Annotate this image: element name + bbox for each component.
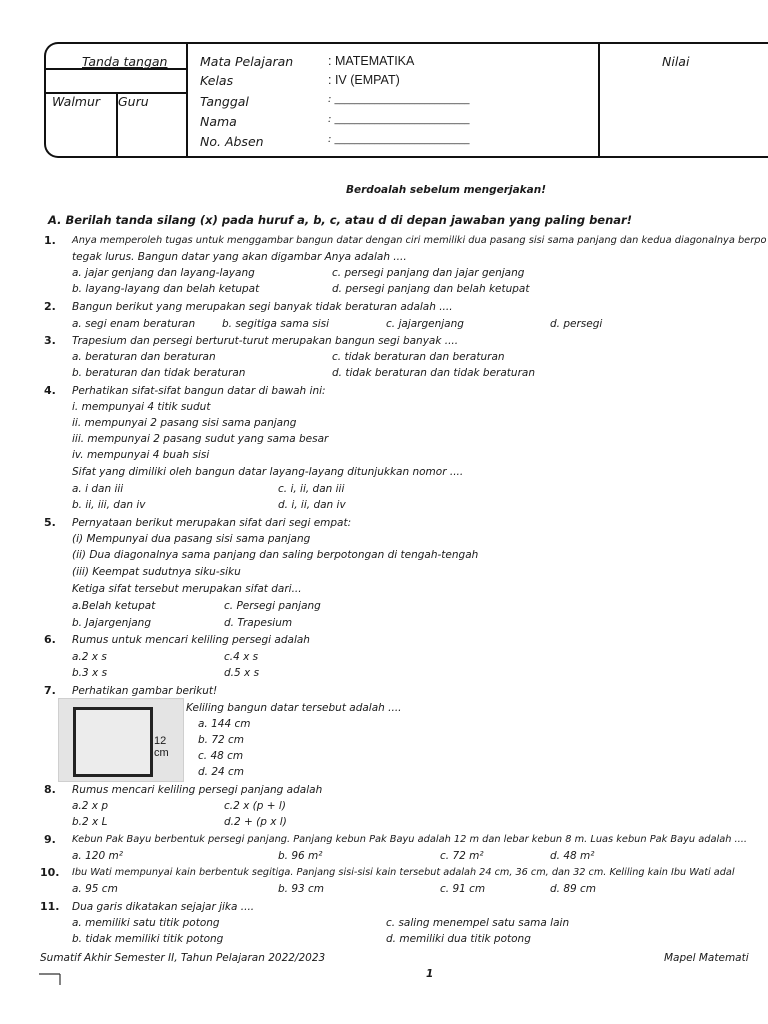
question-number: 5. xyxy=(44,516,56,529)
option-b[interactable]: b. layang-layang dan belah ketupat xyxy=(72,283,260,295)
option-b[interactable]: b. tidak memiliki titik potong xyxy=(72,933,224,945)
option-c[interactable]: c. i, ii, dan iii xyxy=(278,483,345,495)
option-b[interactable]: b.3 x s xyxy=(72,667,108,679)
option-d[interactable]: d. Trapesium xyxy=(224,617,293,629)
statement-i: (i) Mempunyai dua pasang sisi sama panjang xyxy=(72,533,311,545)
name-label: Nama xyxy=(200,114,237,129)
option-b[interactable]: b. 96 m² xyxy=(278,850,323,862)
date-label: Tanggal xyxy=(200,94,249,109)
option-a[interactable]: a.2 x s xyxy=(72,651,107,663)
question-number: 9. xyxy=(44,833,56,846)
question-number: 4. xyxy=(44,384,56,397)
option-c[interactable]: c. saling menempel satu sama lain xyxy=(386,917,570,929)
square-shape xyxy=(73,707,153,777)
absen-label: No. Absen xyxy=(200,134,264,149)
footer-subject: Mapel Matemati xyxy=(664,952,749,964)
statement-ii: ii. mempunyai 2 pasang sisi sama panjang xyxy=(72,417,297,429)
question-number: 2. xyxy=(44,300,56,313)
option-d[interactable]: d. persegi xyxy=(550,318,603,330)
option-d[interactable]: d.2 + (p x l) xyxy=(224,816,287,828)
question-text: Rumus mencari keliling persegi panjang adalah xyxy=(72,784,323,796)
corner-mark-icon xyxy=(38,972,62,986)
option-a[interactable]: a. 144 cm xyxy=(198,718,251,730)
option-a[interactable]: a. i dan iii xyxy=(72,483,124,495)
question-number: 3. xyxy=(44,334,56,347)
question-text: Dua garis dikatakan sejajar jika .... xyxy=(72,901,255,913)
option-d[interactable]: d. 48 m² xyxy=(550,850,595,862)
option-c[interactable]: c. tidak beraturan dan beraturan xyxy=(332,351,505,363)
option-b[interactable]: b. beraturan dan tidak beraturan xyxy=(72,367,246,379)
statement-iii: (iii) Keempat sudutnya siku-siku xyxy=(72,566,241,578)
question-text: Keliling bangun datar tersebut adalah .... xyxy=(186,702,402,714)
name-field[interactable]: : ___________________________ xyxy=(328,114,470,125)
date-field[interactable]: : ___________________________ xyxy=(328,94,470,105)
option-c[interactable]: c. jajargenjang xyxy=(386,318,464,330)
section-a-instruction: A. Berilah tanda silang (x) pada huruf a, b, c, atau d di depan jawaban yang paling benar! xyxy=(48,213,632,227)
option-b[interactable]: b. Jajargenjang xyxy=(72,617,151,629)
divider xyxy=(186,44,188,156)
option-d[interactable]: d.5 x s xyxy=(224,667,260,679)
question-number: 8. xyxy=(44,783,56,796)
option-d[interactable]: d. 24 cm xyxy=(198,766,245,778)
prayer-instruction: Berdoalah sebelum mengerjakan! xyxy=(346,184,546,196)
question-text: Ketiga sifat tersebut merupakan sifat dari... xyxy=(72,583,302,595)
question-text: Trapesium dan persegi berturut-turut merupakan bangun segi banyak .... xyxy=(72,335,459,347)
question-text: tegak lurus. Bangun datar yang akan digambar Anya adalah .... xyxy=(72,251,407,263)
question-text: Pernyataan berikut merupakan sifat dari segi empat: xyxy=(72,517,352,529)
option-a[interactable]: a. 95 cm xyxy=(72,883,118,895)
statement-iii: iii. mempunyai 2 pasang sudut yang sama besar xyxy=(72,433,329,445)
option-d[interactable]: d. i, ii, dan iv xyxy=(278,499,346,511)
absen-field[interactable]: : ___________________________ xyxy=(328,134,470,145)
option-b[interactable]: b. 72 cm xyxy=(198,734,245,746)
question-number: 7. xyxy=(44,684,56,697)
question-text: Bangun berikut yang merupakan segi banyak tidak beraturan adalah .... xyxy=(72,301,453,313)
header-box xyxy=(44,42,768,158)
option-d[interactable]: d. 89 cm xyxy=(550,883,597,895)
side-length-label: 12 cm xyxy=(154,735,169,759)
statement-i: i. mempunyai 4 titik sudut xyxy=(72,401,211,413)
option-b[interactable]: b. ii, iii, dan iv xyxy=(72,499,146,511)
option-a[interactable]: a. 120 m² xyxy=(72,850,123,862)
option-c[interactable]: c.2 x (p + l) xyxy=(224,800,286,812)
option-d[interactable]: d. memiliki dua titik potong xyxy=(386,933,531,945)
question-text: Perhatikan sifat-sifat bangun datar di bawah ini: xyxy=(72,385,326,397)
option-c[interactable]: c. 48 cm xyxy=(198,750,244,762)
statement-iv: iv. mempunyai 4 buah sisi xyxy=(72,449,210,461)
option-c[interactable]: c. 72 m² xyxy=(440,850,484,862)
option-c[interactable]: c. persegi panjang dan jajar genjang xyxy=(332,267,525,279)
option-a[interactable]: a. jajar genjang dan layang-layang xyxy=(72,267,255,279)
score-label: Nilai xyxy=(662,54,690,69)
option-a[interactable]: a. segi enam beraturan xyxy=(72,318,196,330)
parent-label: Walmur xyxy=(52,94,101,109)
option-b[interactable]: b. 93 cm xyxy=(278,883,325,895)
square-figure xyxy=(58,698,184,782)
question-text: Kebun Pak Bayu berbentuk persegi panjang. Panjang kebun Pak Bayu adalah 12 m dan lebar kebun 8 m. Luas kebun Pak Bayu adalah .... xyxy=(72,834,747,845)
question-text: Rumus untuk mencari keliling persegi adalah xyxy=(72,634,310,646)
question-text: Anya memperoleh tugas untuk menggambar bangun datar dengan ciri memiliki dua pasang sisi sama panjang dan kedua diagonalnya berpo xyxy=(72,235,767,246)
statement-ii: (ii) Dua diagonalnya sama panjang dan saling berpotongan di tengah-tengah xyxy=(72,549,479,561)
option-c[interactable]: c. Persegi panjang xyxy=(224,600,321,612)
question-number: 1. xyxy=(44,234,56,247)
question-text: Perhatikan gambar berikut! xyxy=(72,685,218,697)
question-number: 11. xyxy=(40,900,60,913)
option-c[interactable]: c.4 x s xyxy=(224,651,259,663)
teacher-label: Guru xyxy=(118,94,149,109)
option-a[interactable]: a. memiliki satu titik potong xyxy=(72,917,220,929)
subject-label: Mata Pelajaran xyxy=(200,54,294,69)
question-text: Sifat yang dimiliki oleh bangun datar layang-layang ditunjukkan nomor .... xyxy=(72,466,464,478)
subject-value: : MATEMATIKA xyxy=(328,54,415,68)
footer-exam-info: Sumatif Akhir Semester II, Tahun Pelajaran 2022/2023 xyxy=(40,952,326,964)
option-a[interactable]: a.Belah ketupat xyxy=(72,600,156,612)
option-a[interactable]: a.2 x p xyxy=(72,800,109,812)
option-b[interactable]: b.2 x L xyxy=(72,816,108,828)
option-c[interactable]: c. 91 cm xyxy=(440,883,486,895)
page-number: 1 xyxy=(426,968,434,980)
divider xyxy=(598,44,600,156)
question-number: 6. xyxy=(44,633,56,646)
option-a[interactable]: a. beraturan dan beraturan xyxy=(72,351,216,363)
question-number: 10. xyxy=(40,866,60,879)
class-value: : IV (EMPAT) xyxy=(328,73,400,87)
signature-heading: Tanda tangan xyxy=(82,54,168,69)
class-label: Kelas xyxy=(200,73,234,88)
option-b[interactable]: b. segitiga sama sisi xyxy=(222,318,330,330)
option-d[interactable]: d. tidak beraturan dan tidak beraturan xyxy=(332,367,535,379)
question-text: Ibu Wati mempunyai kain berbentuk segitiga. Panjang sisi-sisi kain tersebut adalah 24 cm, 36 cm, dan 32 cm. Keliling kain Ibu Wati adal xyxy=(72,867,735,878)
option-d[interactable]: d. persegi panjang dan belah ketupat xyxy=(332,283,530,295)
